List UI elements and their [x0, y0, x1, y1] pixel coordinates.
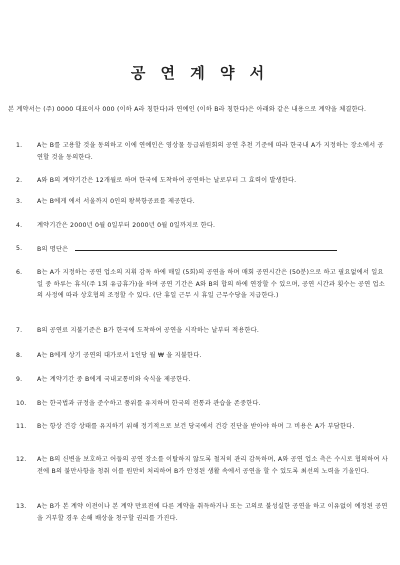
clause-number: 10.: [16, 400, 27, 407]
clause-text: A는 B를 고용할 것을 동의하고 이에 연예인은 영상물 등급위원회의 공연 추천 기준에 따라 한국내 A가 지정하는 장소에서 공연할 것을 동의한다.: [37, 142, 384, 161]
clause-12: [16, 454, 388, 477]
clause-6: [16, 267, 388, 302]
clause-8: [16, 350, 388, 362]
clause-text: A는 B의 신변을 보호하고 어둡의 공연 장소를 이탈하지 않도록 철저히 관리 감독하며, A와 공연 업소 측은 수시로 협의하여 사전에 B의 불만사항을 청취 이를 원만히 처리하여 B가 안정된 생활 속에서 공연을 할 수 있도록 최선의 노력을 기울인다.: [37, 456, 388, 475]
clause-text: A는 B에게 상기 공연의 대가로서 1인당 월 ₩ 을 지불한다.: [37, 352, 202, 359]
clause-4: [16, 220, 388, 232]
clause-number: 13.: [16, 503, 27, 510]
clause-text: A는 B가 본 계약 이전이나 본 계약 만료전에 다른 계약을 취득하거나 또는 고의로 불성실한 공연을 하고 이유없이 예정된 공연을 거부할 경우 손해 배상을 청구할 권리를 가진다.: [37, 503, 388, 522]
clause-text: 계약기간은 2000년 0월 0일부터 2000년 0월 0일까지로 한다.: [37, 222, 216, 229]
clause-text: B는 항상 건강 상태를 유지하기 위해 정기적으로 보건 당국에서 건강 진단을 받아야 하며 그 비용은 A가 부담한다.: [37, 423, 355, 430]
clause-9: [16, 374, 388, 386]
clause-7: [16, 325, 388, 337]
clause-2: [16, 175, 388, 187]
document-title: 공 연 계 약 서: [130, 64, 270, 82]
clause-number: 4.: [16, 222, 23, 229]
clause-text: B의 명단은: [37, 246, 69, 253]
intro-paragraph: 본 계약서는 (주) 0000 대표이사 000 (이하 A라 칭한다)과 연예인 (이하 B라 칭한다)은 아래와 같은 내용으로 계약을 체결한다.: [8, 106, 367, 113]
clause-number: 7.: [16, 327, 23, 334]
clause-number: 9.: [16, 376, 23, 383]
clause-number: 11.: [16, 423, 27, 430]
clause-text: A는 계약기간 중 B에게 국내교통비와 숙식을 제공한다.: [37, 376, 191, 383]
clause-5: [16, 243, 388, 256]
clause-10: [16, 398, 388, 410]
clause-number: 2.: [16, 177, 23, 184]
clause-number: 5.: [16, 245, 23, 252]
clause-text: A와 B의 계약기간은 12개월로 하며 한국에 도착하여 공연하는 날로부터 그 효력이 발생한다.: [37, 177, 297, 184]
clause-number: 3.: [16, 198, 23, 205]
clause-text: A는 B에게 에서 서울까지 0인의 왕복항공료를 제공한다.: [37, 198, 195, 205]
clause-number: 1.: [16, 142, 23, 149]
clause-number: 6.: [16, 269, 23, 276]
clause-text: B의 공연료 지불기준은 B가 한국에 도착하여 공연을 시작하는 날부터 적용한다.: [37, 327, 260, 334]
name-list-blank: [75, 243, 337, 251]
clause-text: B는 한국법과 규정을 준수하고 품위를 유지하며 한국의 전통과 관습을 존중한다.: [37, 400, 261, 407]
clause-3: [16, 196, 388, 208]
clause-11: [16, 421, 388, 433]
clause-number: 12.: [16, 456, 27, 463]
clause-text: B는 A가 지정하는 공연 업소의 지휘 감독 하에 매일 (5회)의 공연을 하며 매회 공연시간은 (50분)으로 하고 필요없에서 일요일 중 하루는 휴식(주 1회 유급휴가)을 하며 공연 기간은 A와 B의 합의 하에 연장할 수 있으며, 공연 시간과 횟수는 공연 업소의 사정에 따라 상호협의 조정할 수 있다. (단 휴일 근무 시 휴일 근무수당을 지급한다.): [37, 269, 385, 299]
clause-13: [16, 501, 388, 524]
clause-1: [16, 140, 388, 163]
clause-number: 8.: [16, 352, 23, 359]
